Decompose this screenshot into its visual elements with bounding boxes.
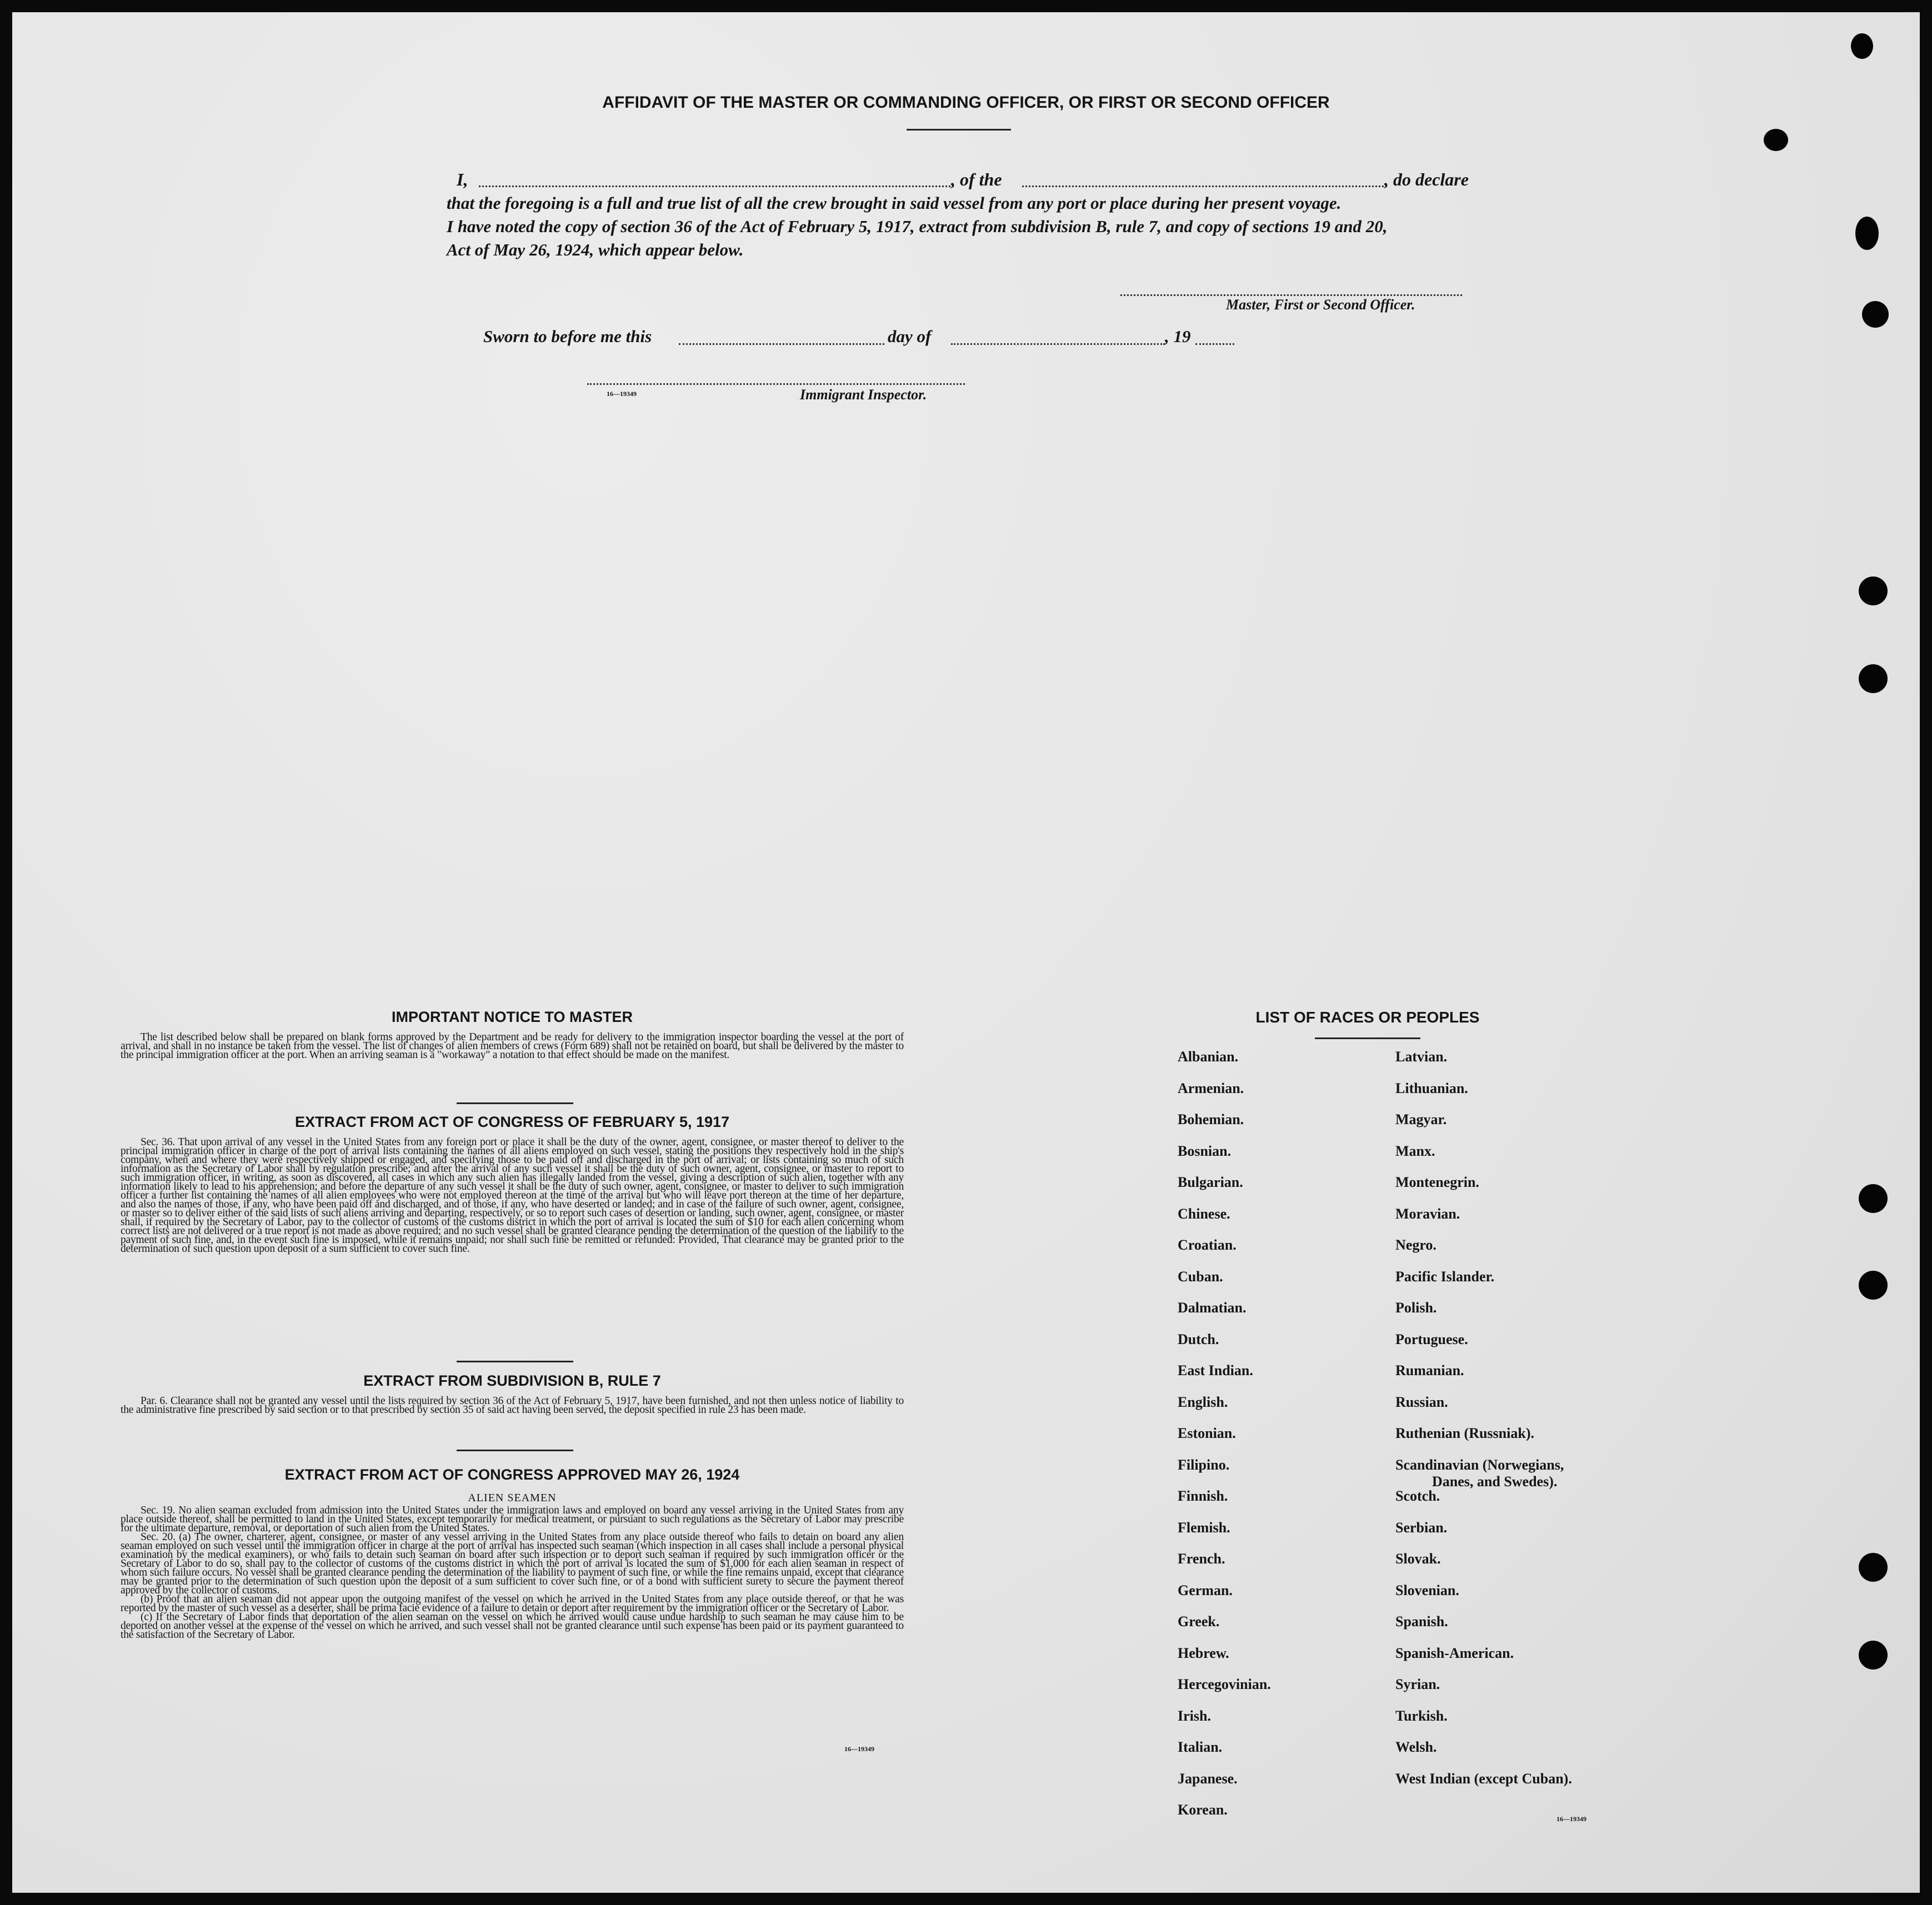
alien-seamen-subtitle: ALIEN SEAMEN bbox=[468, 1492, 557, 1504]
race-item: Irish. bbox=[1178, 1707, 1211, 1724]
race-item: Bosnian. bbox=[1178, 1142, 1232, 1159]
race-item: Flemish. bbox=[1178, 1519, 1230, 1536]
race-item: Serbian. bbox=[1395, 1519, 1448, 1536]
section-20a-text: Sec. 20. (a) The owner, charterer, agent, consignee, or master of any vessel arriving in the United States from any place outside thereof who fails to detain on board any alien seaman employed on such vessel until the immigration officer in charge at the port of arrival has inspected such seaman (which inspection in all cases shall include a personal physical examination by the medical examiners), or who fails to detain such seaman on board after such inspection or to deport such seaman if required by such immigration officer or the Secretary of Labor to do so, shall pay to the collector of customs of the customs district in which the port of arrival is located the sum of $1,000 for each alien seaman in respect of whom such failure occurs. No vessel shall be granted clearance pending the determination of the liability to payment of such fine, or while the fine remains unpaid, except that clearance may be granted prior to the determination of such question upon the deposit of a sum sufficient to cover such fine, or of a bond with sufficient surety to secure the payment thereof approved by the collector of customs. bbox=[121, 1531, 904, 1596]
race-item: Estonian. bbox=[1178, 1425, 1236, 1441]
races-title: LIST OF RACES OR PEOPLES bbox=[1255, 1009, 1480, 1026]
race-item: Hebrew. bbox=[1178, 1645, 1229, 1661]
rule7-body bbox=[121, 1397, 904, 1415]
race-item: Finnish. bbox=[1178, 1488, 1228, 1504]
affidavit-line-3: I have noted the copy of section 36 of the Act of February 5, 1917, extract from subdivision B, rule 7, and copy of sections 19 and 20, bbox=[447, 217, 1388, 236]
section-20c-text: (c) If the Secretary of Labor finds that deportation of the alien seaman on the vessel on which he arrived would cause undue hardship to such seaman he may cause him to be deported on another vessel at the expense of the vessel on which he arrived, and such vessel shall not be granted clearance until such expense has been paid or its payment guaranteed to the satisfaction of the Secretary of Labor. bbox=[121, 1611, 904, 1641]
punch-hole bbox=[1859, 664, 1888, 693]
race-item: Scandinavian (Norwegians, bbox=[1395, 1456, 1564, 1473]
race-item: German. bbox=[1178, 1582, 1233, 1598]
affidavit-form-number: 16—19349 bbox=[607, 390, 637, 398]
punch-hole bbox=[1764, 129, 1788, 151]
notice-text: The list described below shall be prepared on blank forms approved by the Department and be ready for delivery to the immigration inspector boarding the vessel at the port of arrival, and shall in no instance be taken from the vessel. The list of changes of alien members of crews (Form 689) shall not be retained on board, but shall be delivered by the master to the principal immigration officer at the port. When an arriving seaman is a "workaway" a notation to that effect should be made on the manifest. bbox=[121, 1031, 904, 1061]
race-item: Russian. bbox=[1395, 1393, 1448, 1410]
name-field-line[interactable] bbox=[479, 186, 954, 187]
extract-1917-divider bbox=[457, 1361, 573, 1362]
race-item: Dalmatian. bbox=[1178, 1300, 1247, 1316]
affidavit-line-4: Act of May 26, 1924, which appear below. bbox=[447, 240, 744, 259]
sworn-year-line[interactable] bbox=[1195, 343, 1234, 345]
race-item: Japanese. bbox=[1178, 1770, 1238, 1787]
section-19-text: Sec. 19. No alien seaman excluded from admission into the United States under the immigration laws and employed on board any vessel arriving in the United States from any place outside thereof, shall be permitted to land in the United States, except temporarily for medical treatment, or pursuant to such regulations as the Secretary of Labor may prescribe for the ultimate departure, removal, or deportation of such alien from the United States. bbox=[121, 1505, 904, 1534]
race-item: Polish. bbox=[1395, 1300, 1437, 1316]
notice-title: IMPORTANT NOTICE TO MASTER bbox=[392, 1009, 633, 1025]
race-item: Scotch. bbox=[1395, 1488, 1440, 1504]
race-item: Spanish. bbox=[1395, 1613, 1448, 1630]
race-item: Chinese. bbox=[1178, 1205, 1230, 1222]
notice-divider bbox=[457, 1102, 573, 1104]
sworn-label: Sworn to before me this bbox=[483, 327, 652, 346]
punch-hole bbox=[1851, 33, 1873, 59]
race-item: Lithuanian. bbox=[1395, 1080, 1468, 1096]
extract-1924-title: EXTRACT FROM ACT OF CONGRESS APPROVED MAY 26, 1924 bbox=[284, 1466, 740, 1483]
race-item: Hercegovinian. bbox=[1178, 1676, 1271, 1692]
race-item: Greek. bbox=[1178, 1613, 1220, 1630]
race-item: Spanish-American. bbox=[1395, 1645, 1514, 1661]
race-item: Welsh. bbox=[1395, 1739, 1437, 1755]
race-item: Syrian. bbox=[1395, 1676, 1440, 1692]
race-item: Moravian. bbox=[1395, 1205, 1460, 1222]
rule7-divider bbox=[457, 1450, 573, 1451]
affidavit-of-the-label: , of the bbox=[951, 169, 1002, 189]
section-36-text: Sec. 36. That upon arrival of any vessel in the United States from any foreign port or place it shall be the duty of the owner, agent, consignee, or master thereof to deliver to the principal immigration officer in charge of the port of arrival lists containing the names of all aliens employed on such vessel, stating the positions they respectively hold in the ship's company, when and where they were respectively shipped or engaged, and specifying those to be paid off and discharged in the port of arrival; or lists containing so much of such information as the Secretary of Labor shall by regulation prescribe; and after the arrival of any such vessel it shall be the duty of such owner, agent, consignee, or master to report to such immigration officer, in writing, as soon as discovered, all cases in which any such alien has illegally landed from the vessel, giving a description of such alien, together with any information likely to lead to his apprehension; and before the departure of any such vessel it shall be the duty of such owner, agent, consignee, or master to deliver to such immigration officer a further list containing the names of all alien employees who were not employed thereon at the time of the arrival but who will leave port thereon at the time of her departure, and also the names of those, if any, who have been paid off and discharged, and of those, if any, who have deserted or landed; and in case of the failure of such owner, agent, consignee, or master so to deliver either of the said lists of such aliens arriving and departing, respectively, or so to report such cases of desertion or landing, such owner, agent, consignee, or master shall, if required by the Secretary of Labor, pay to the collector of customs of the customs district in which the port of arrival is located the sum of $10 for each alien concerning whom correct lists are not delivered or a true report is not made as above required; and no such vessel shall be granted clearance pending the determination of the question of the liability to the payment of such fine, and, in the event such fine is imposed, while it remains unpaid; nor shall such fine be remitted or refunded: Provided, That clearance may be granted prior to the determination of such question upon deposit of a sum sufficient to cover such fine. bbox=[121, 1136, 904, 1255]
race-item: Armenian. bbox=[1178, 1080, 1244, 1096]
notice-body bbox=[121, 1033, 904, 1060]
extract-1917-title: EXTRACT FROM ACT OF CONGRESS OF FEBRUARY 5, 1917 bbox=[294, 1114, 730, 1130]
vessel-field-line[interactable] bbox=[1022, 186, 1387, 187]
race-item: Manx. bbox=[1395, 1142, 1435, 1159]
race-item: Italian. bbox=[1178, 1739, 1223, 1755]
race-item: Magyar. bbox=[1395, 1111, 1447, 1127]
race-item: Ruthenian (Russniak). bbox=[1395, 1425, 1534, 1441]
race-item: Turkish. bbox=[1395, 1707, 1448, 1724]
race-item: Filipino. bbox=[1178, 1456, 1230, 1473]
punch-hole bbox=[1859, 1553, 1888, 1582]
inspector-signature-line[interactable] bbox=[587, 383, 965, 385]
punch-hole bbox=[1859, 1641, 1888, 1670]
race-item: Bohemian. bbox=[1178, 1111, 1244, 1127]
race-item: Slovenian. bbox=[1395, 1582, 1459, 1598]
section-20b-text: (b) Proof that an alien seaman did not appear upon the outgoing manifest of the vessel on which he arrived in the United States from any place outside thereof, or that he was reported by the master of such vessel as a deserter, shall be prima facie evidence of a failure to detain or deport after requirement by the immigration officer or the Secretary of Labor. bbox=[121, 1593, 904, 1614]
race-item: East Indian. bbox=[1178, 1362, 1253, 1378]
sworn-day-line[interactable] bbox=[679, 343, 884, 345]
race-item: Korean. bbox=[1178, 1802, 1228, 1818]
title-divider bbox=[907, 129, 1011, 131]
race-item: West Indian (except Cuban). bbox=[1395, 1770, 1572, 1787]
affidavit-i-label: I, bbox=[457, 169, 468, 189]
master-signature-label: Master, First or Second Officer. bbox=[1226, 297, 1415, 313]
race-item: Danes, and Swedes). bbox=[1432, 1473, 1558, 1490]
paragraph-6-text: Par. 6. Clearance shall not be granted any vessel until the lists required by section 36 of the Act of February 5, 1917, have been furnished, and not then unless notice of liability to the administrative fine prescribed by said section or to that prescribed by section 35 of said act having been served, the deposit specified in rule 23 has been made. bbox=[121, 1395, 904, 1416]
race-item: French. bbox=[1178, 1551, 1225, 1567]
sworn-month-line[interactable] bbox=[951, 343, 1165, 345]
race-item: Latvian. bbox=[1395, 1049, 1448, 1065]
race-item: Albanian. bbox=[1178, 1049, 1239, 1065]
inspector-label: Immigrant Inspector. bbox=[800, 387, 927, 403]
race-item: Dutch. bbox=[1178, 1331, 1219, 1347]
extract-form-number: 16—19349 bbox=[844, 1745, 874, 1753]
race-item: Slovak. bbox=[1395, 1551, 1441, 1567]
form-page bbox=[12, 12, 1920, 1893]
race-item: Croatian. bbox=[1178, 1237, 1237, 1253]
race-item: Rumanian. bbox=[1395, 1362, 1464, 1378]
punch-hole bbox=[1862, 301, 1889, 328]
races-divider bbox=[1315, 1037, 1420, 1039]
punch-hole bbox=[1859, 1184, 1888, 1213]
day-of-label: day of bbox=[888, 327, 932, 346]
race-item: Portuguese. bbox=[1395, 1331, 1468, 1347]
race-item: English. bbox=[1178, 1393, 1228, 1410]
race-item: Montenegrin. bbox=[1395, 1174, 1479, 1190]
master-signature-line[interactable] bbox=[1120, 294, 1462, 296]
extract-1924-body bbox=[121, 1506, 904, 1640]
year-label: , 19 bbox=[1165, 327, 1191, 346]
rule7-title: EXTRACT FROM SUBDIVISION B, RULE 7 bbox=[363, 1372, 661, 1389]
punch-hole bbox=[1859, 576, 1888, 605]
extract-1917-body bbox=[121, 1138, 904, 1254]
race-item: Negro. bbox=[1395, 1237, 1437, 1253]
affidavit-line-2: that the foregoing is a full and true list of all the crew brought in said vessel from any port or place during her present voyage. bbox=[447, 193, 1342, 213]
affidavit-declare-label: , do declare bbox=[1384, 169, 1469, 189]
affidavit-title: AFFIDAVIT OF THE MASTER OR COMMANDING OFFICER, OR FIRST OR SECOND OFFICER bbox=[602, 93, 1330, 112]
race-item: Bulgarian. bbox=[1178, 1174, 1243, 1190]
punch-hole bbox=[1859, 1271, 1888, 1300]
races-form-number: 16—19349 bbox=[1556, 1815, 1586, 1823]
race-item: Cuban. bbox=[1178, 1268, 1223, 1285]
punch-hole bbox=[1855, 217, 1879, 250]
race-item: Pacific Islander. bbox=[1395, 1268, 1495, 1285]
